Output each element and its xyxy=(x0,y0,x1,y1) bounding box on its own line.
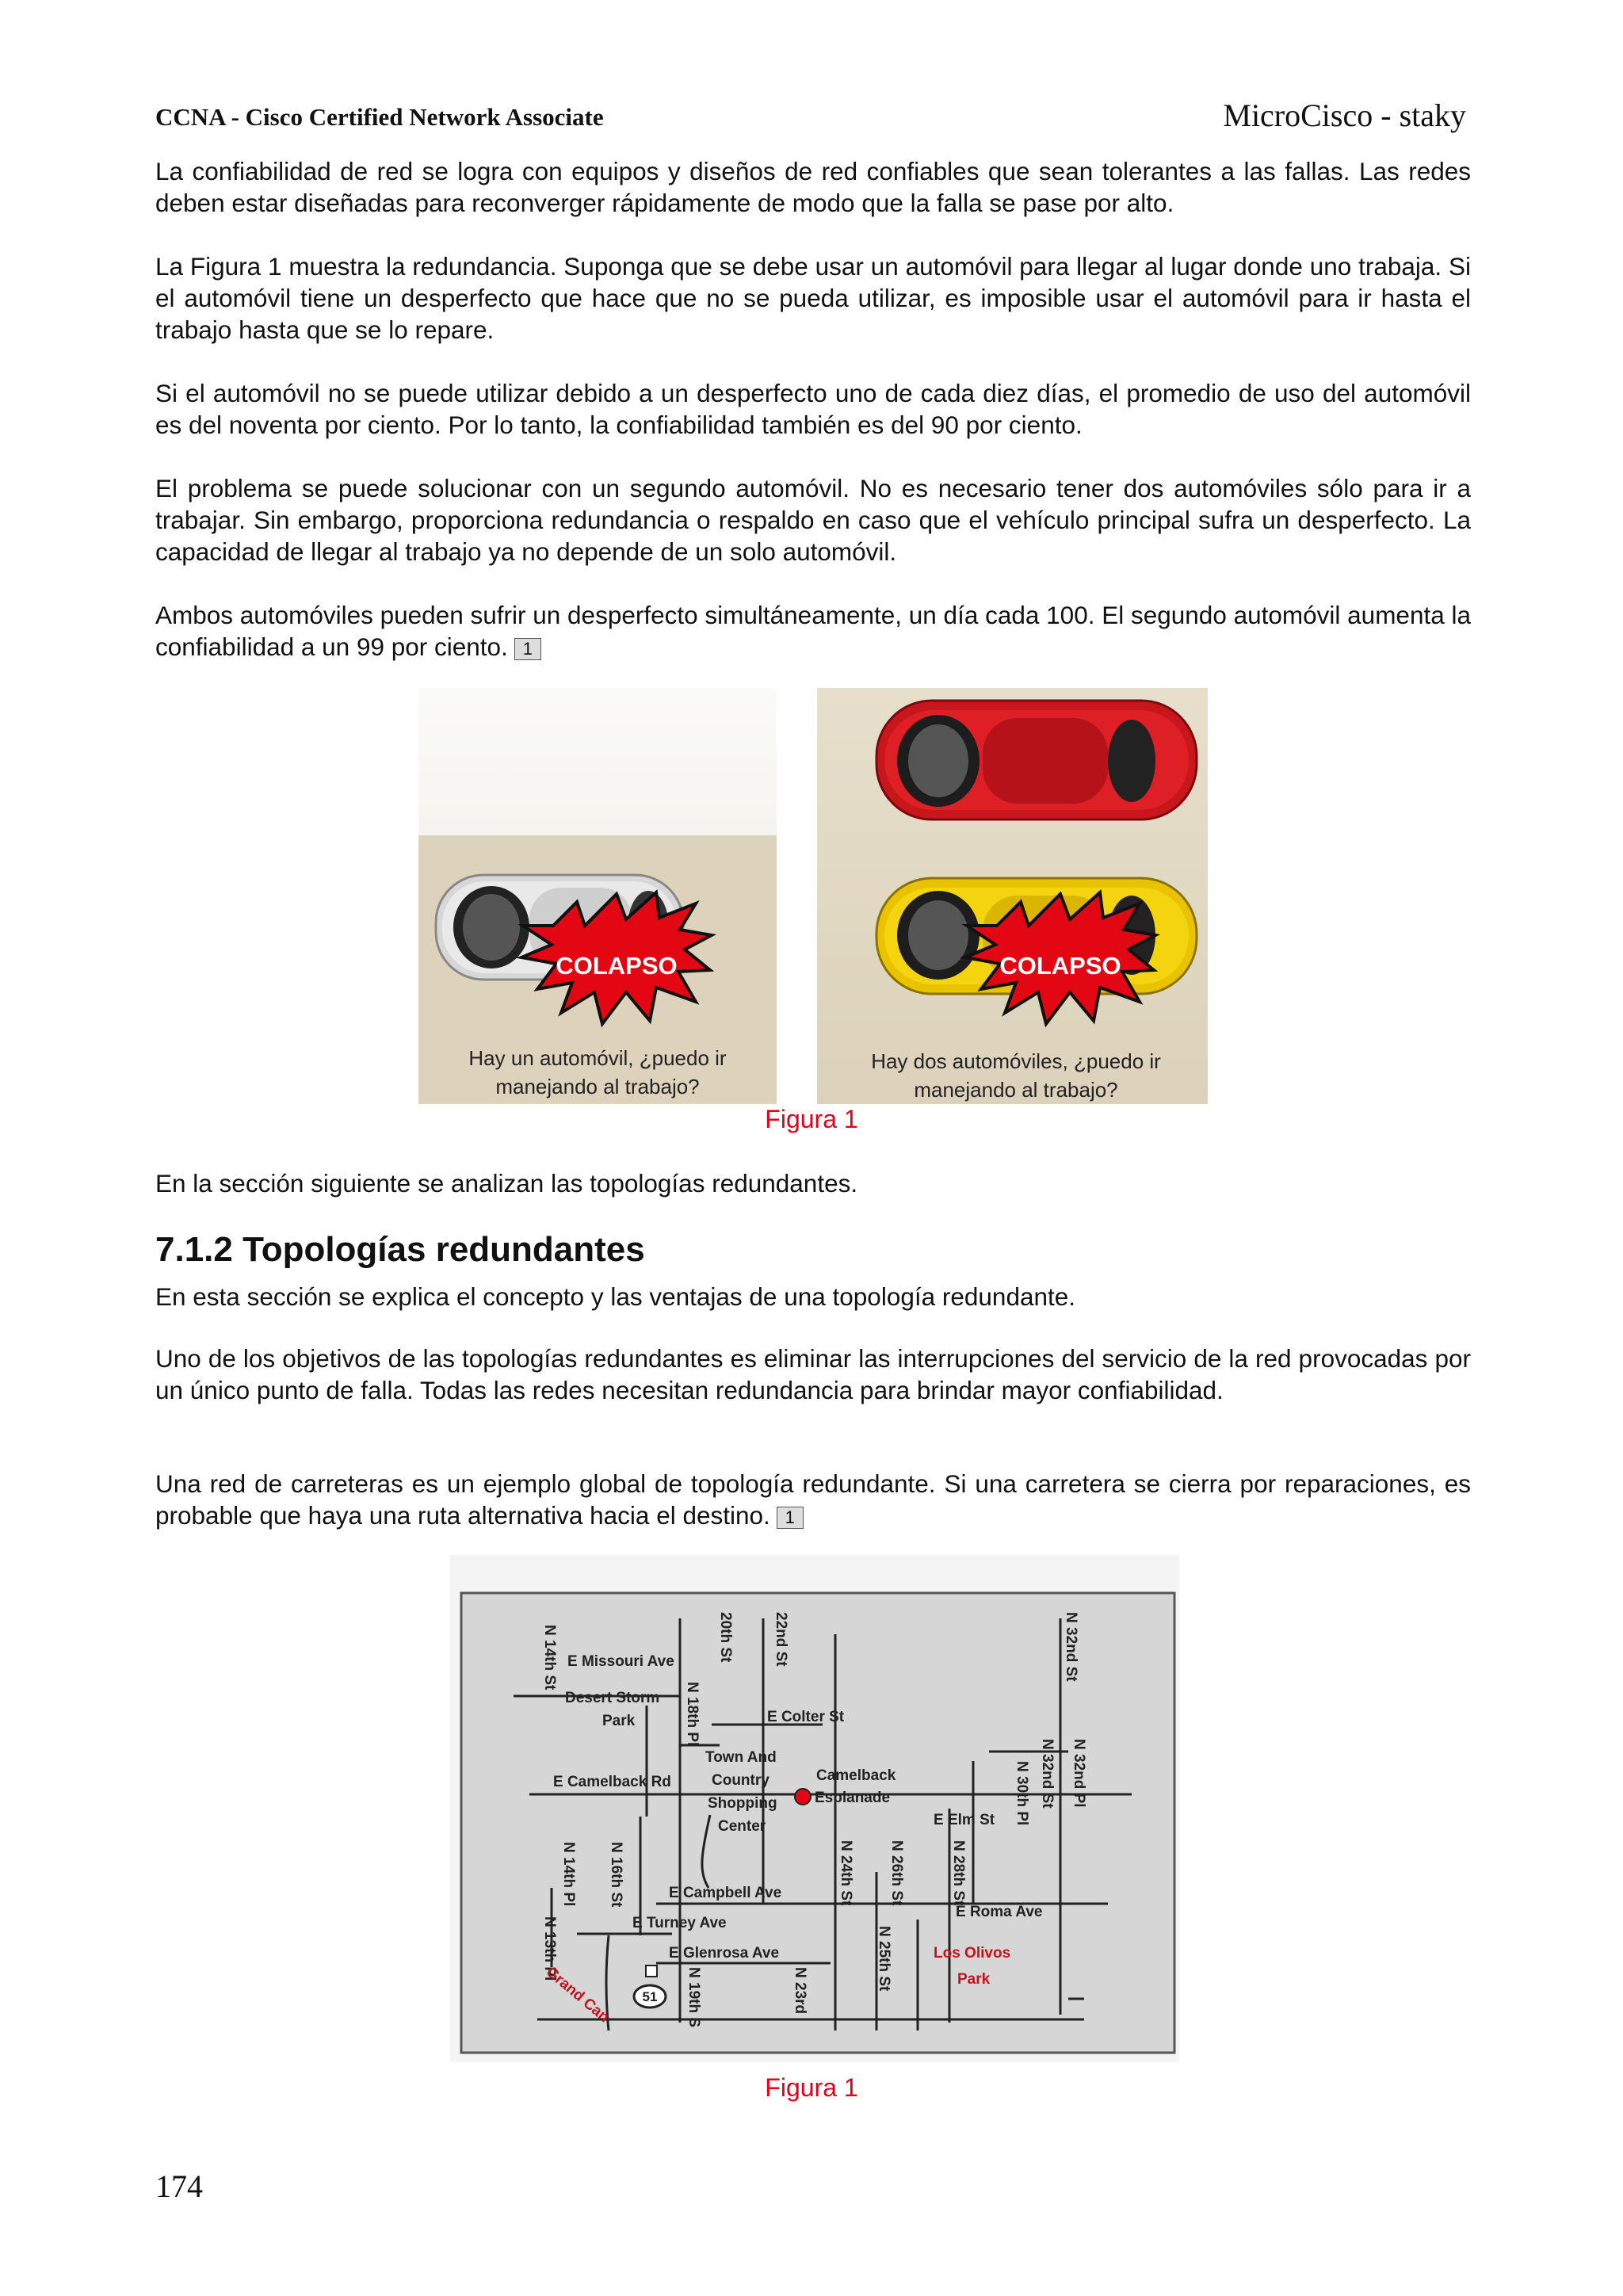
paragraph-second-car: El problema se puede solucionar con un segundo automóvil. No es necesario tener dos automóviles sólo para ir a trabajar. Sin embargo, proporciona redundancia o respaldo en caso que el vehículo principal sufra un desperfecto. La capacidad de llegar al trabajo ya no depende de un solo automóvil. xyxy=(155,474,1471,566)
figure-caption-map: Figura 1 xyxy=(765,2073,858,2102)
label-center: Center xyxy=(718,1818,766,1835)
label-e-roma: E Roma Ave xyxy=(956,1904,1043,1920)
label-town-and: Town And xyxy=(705,1749,777,1766)
page-number: 174 xyxy=(155,2168,203,2204)
figure-right-caption-2: manejando al trabajo? xyxy=(914,1078,1118,1102)
label-country: Country xyxy=(712,1772,769,1789)
label-20th-st: 20th St xyxy=(717,1612,734,1663)
label-e-elm: E Elm St xyxy=(934,1812,995,1828)
label-n30th-pl: N 30th Pl xyxy=(1014,1761,1030,1826)
figure-left-caption-2: manejando al trabajo? xyxy=(495,1075,700,1098)
label-n24th-st: N 24th St xyxy=(838,1840,854,1906)
figure-link-button-2[interactable]: 1 xyxy=(777,1507,804,1529)
label-desert-storm: Desert Storm xyxy=(565,1690,660,1706)
header-title: CCNA - Cisco Certified Network Associate xyxy=(155,103,604,131)
collapse-label-left: COLAPSO xyxy=(556,952,678,980)
paragraph-ninety-nine xyxy=(155,599,1471,663)
label-n13th-pl: N 13th Pl xyxy=(541,1916,558,1981)
label-camelback: Camelback xyxy=(816,1767,896,1784)
label-n14th-st: N 14th St xyxy=(541,1625,558,1690)
label-e-turney: E Turney Ave xyxy=(632,1915,727,1931)
label-e-camelback-rd: E Camelback Rd xyxy=(553,1774,671,1790)
section-heading: 7.1.2 Topologías redundantes xyxy=(155,1230,645,1269)
figure-right-caption-1: Hay dos automóviles, ¿puedo ir xyxy=(871,1049,1161,1073)
cars-illustration xyxy=(418,688,1208,1104)
road-map xyxy=(450,1555,1179,2062)
label-n19th-st: N 19th S xyxy=(685,1967,702,2028)
header-author: MicroCisco - staky xyxy=(1223,97,1466,133)
label-n16th-st: N 16th St xyxy=(608,1842,624,1908)
label-e-glenrosa: E Glenrosa Ave xyxy=(669,1945,780,1962)
label-n32nd-pl: N 32nd Pl xyxy=(1071,1739,1087,1808)
paragraph-ninety-percent: Si el automóvil no se puede utilizar debido a un desperfecto uno de cada diez días, el promedio de uso del automóvil es del noventa por ciento. Por lo tanto, la confiabilidad también es del 90 por ciento. xyxy=(155,379,1471,439)
label-n14th-pl: N 14th Pl xyxy=(560,1842,577,1907)
label-shopping: Shopping xyxy=(708,1795,777,1812)
label-n23rd: N 23rd xyxy=(792,1967,808,2015)
paragraph-reliability: La confiabilidad de red se logra con equipos y diseños de red confiables que sean tolerantes a las fallas. Las redes deben estar diseñadas para reconverger rápidamente de modo que la falla se pase por alto. xyxy=(155,157,1471,217)
label-n28th-st: N 28th St xyxy=(950,1840,967,1906)
paragraph-figure-intro: La Figura 1 muestra la redundancia. Suponga que se debe usar un automóvil para llegar al lugar donde uno trabaja. Si el automóvil tiene un desperfecto que hace que no se pueda utilizar, es imposible usar el automóvil para ir hasta el trabajo hasta que se lo repare. xyxy=(155,252,1471,344)
label-n25th-st: N 25th St xyxy=(876,1926,892,1992)
label-n32nd-st-mid: N 32nd St xyxy=(1039,1739,1056,1809)
label-e-campbell: E Campbell Ave xyxy=(669,1885,782,1901)
route-51-label: 51 xyxy=(642,1989,658,2004)
paragraph-section-intro: En esta sección se explica el concepto y las ventajas de una topología redundante. xyxy=(155,1282,1076,1311)
red-car-icon xyxy=(876,701,1197,819)
collapse-label-right: COLAPSO xyxy=(999,952,1121,980)
figure-caption-cars: Figura 1 xyxy=(765,1105,858,1133)
label-n26th-st: N 26th St xyxy=(888,1840,905,1906)
figure-road-map xyxy=(450,1555,1179,2066)
paragraph-ninety-nine-text: Ambos automóviles pueden sufrir un desperfecto simultáneamente, un día cada 100. El segundo automóvil aumenta la confiabilidad a un 99 por ciento. xyxy=(155,601,1472,661)
label-los-olivos-park: Park xyxy=(957,1971,991,1988)
label-desert-storm-park: Park xyxy=(602,1713,636,1729)
label-esplanade: Esplanade xyxy=(815,1790,891,1806)
label-22nd-st: 22nd St xyxy=(773,1612,789,1667)
figure-left-caption-1: Hay un automóvil, ¿puedo ir xyxy=(468,1046,727,1070)
label-los-olivos: Los Olivos xyxy=(934,1945,1011,1962)
figure-cars xyxy=(418,688,1208,1108)
label-e-colter: E Colter St xyxy=(767,1709,845,1725)
label-e-missouri: E Missouri Ave xyxy=(567,1653,674,1670)
label-grand-canal: Grand Can xyxy=(542,1963,613,2027)
paragraph-roads-text: Una red de carreteras es un ejemplo global de topología redundante. Si una carretera se cierra por reparaciones, es probable que haya una ruta alternativa hacia el destino. xyxy=(155,1469,1471,1530)
paragraph-objectives: Uno de los objetivos de las topologías redundantes es eliminar las interrupciones del servicio de la red provocadas por un único punto de falla. Todas las redes necesitan redundancia para brindar mayor confiabilidad. xyxy=(155,1344,1471,1404)
paragraph-next-section: En la sección siguiente se analizan las topologías redundantes. xyxy=(155,1169,858,1198)
esplanade-marker-icon xyxy=(795,1789,811,1805)
label-n18th-pl: N 18th Pl xyxy=(684,1682,701,1747)
figure-link-button[interactable]: 1 xyxy=(514,638,541,660)
paragraph-roads xyxy=(155,1468,1471,1531)
label-n32nd-st-top: N 32nd St xyxy=(1063,1612,1079,1682)
map-square-marker-icon xyxy=(646,1966,657,1977)
